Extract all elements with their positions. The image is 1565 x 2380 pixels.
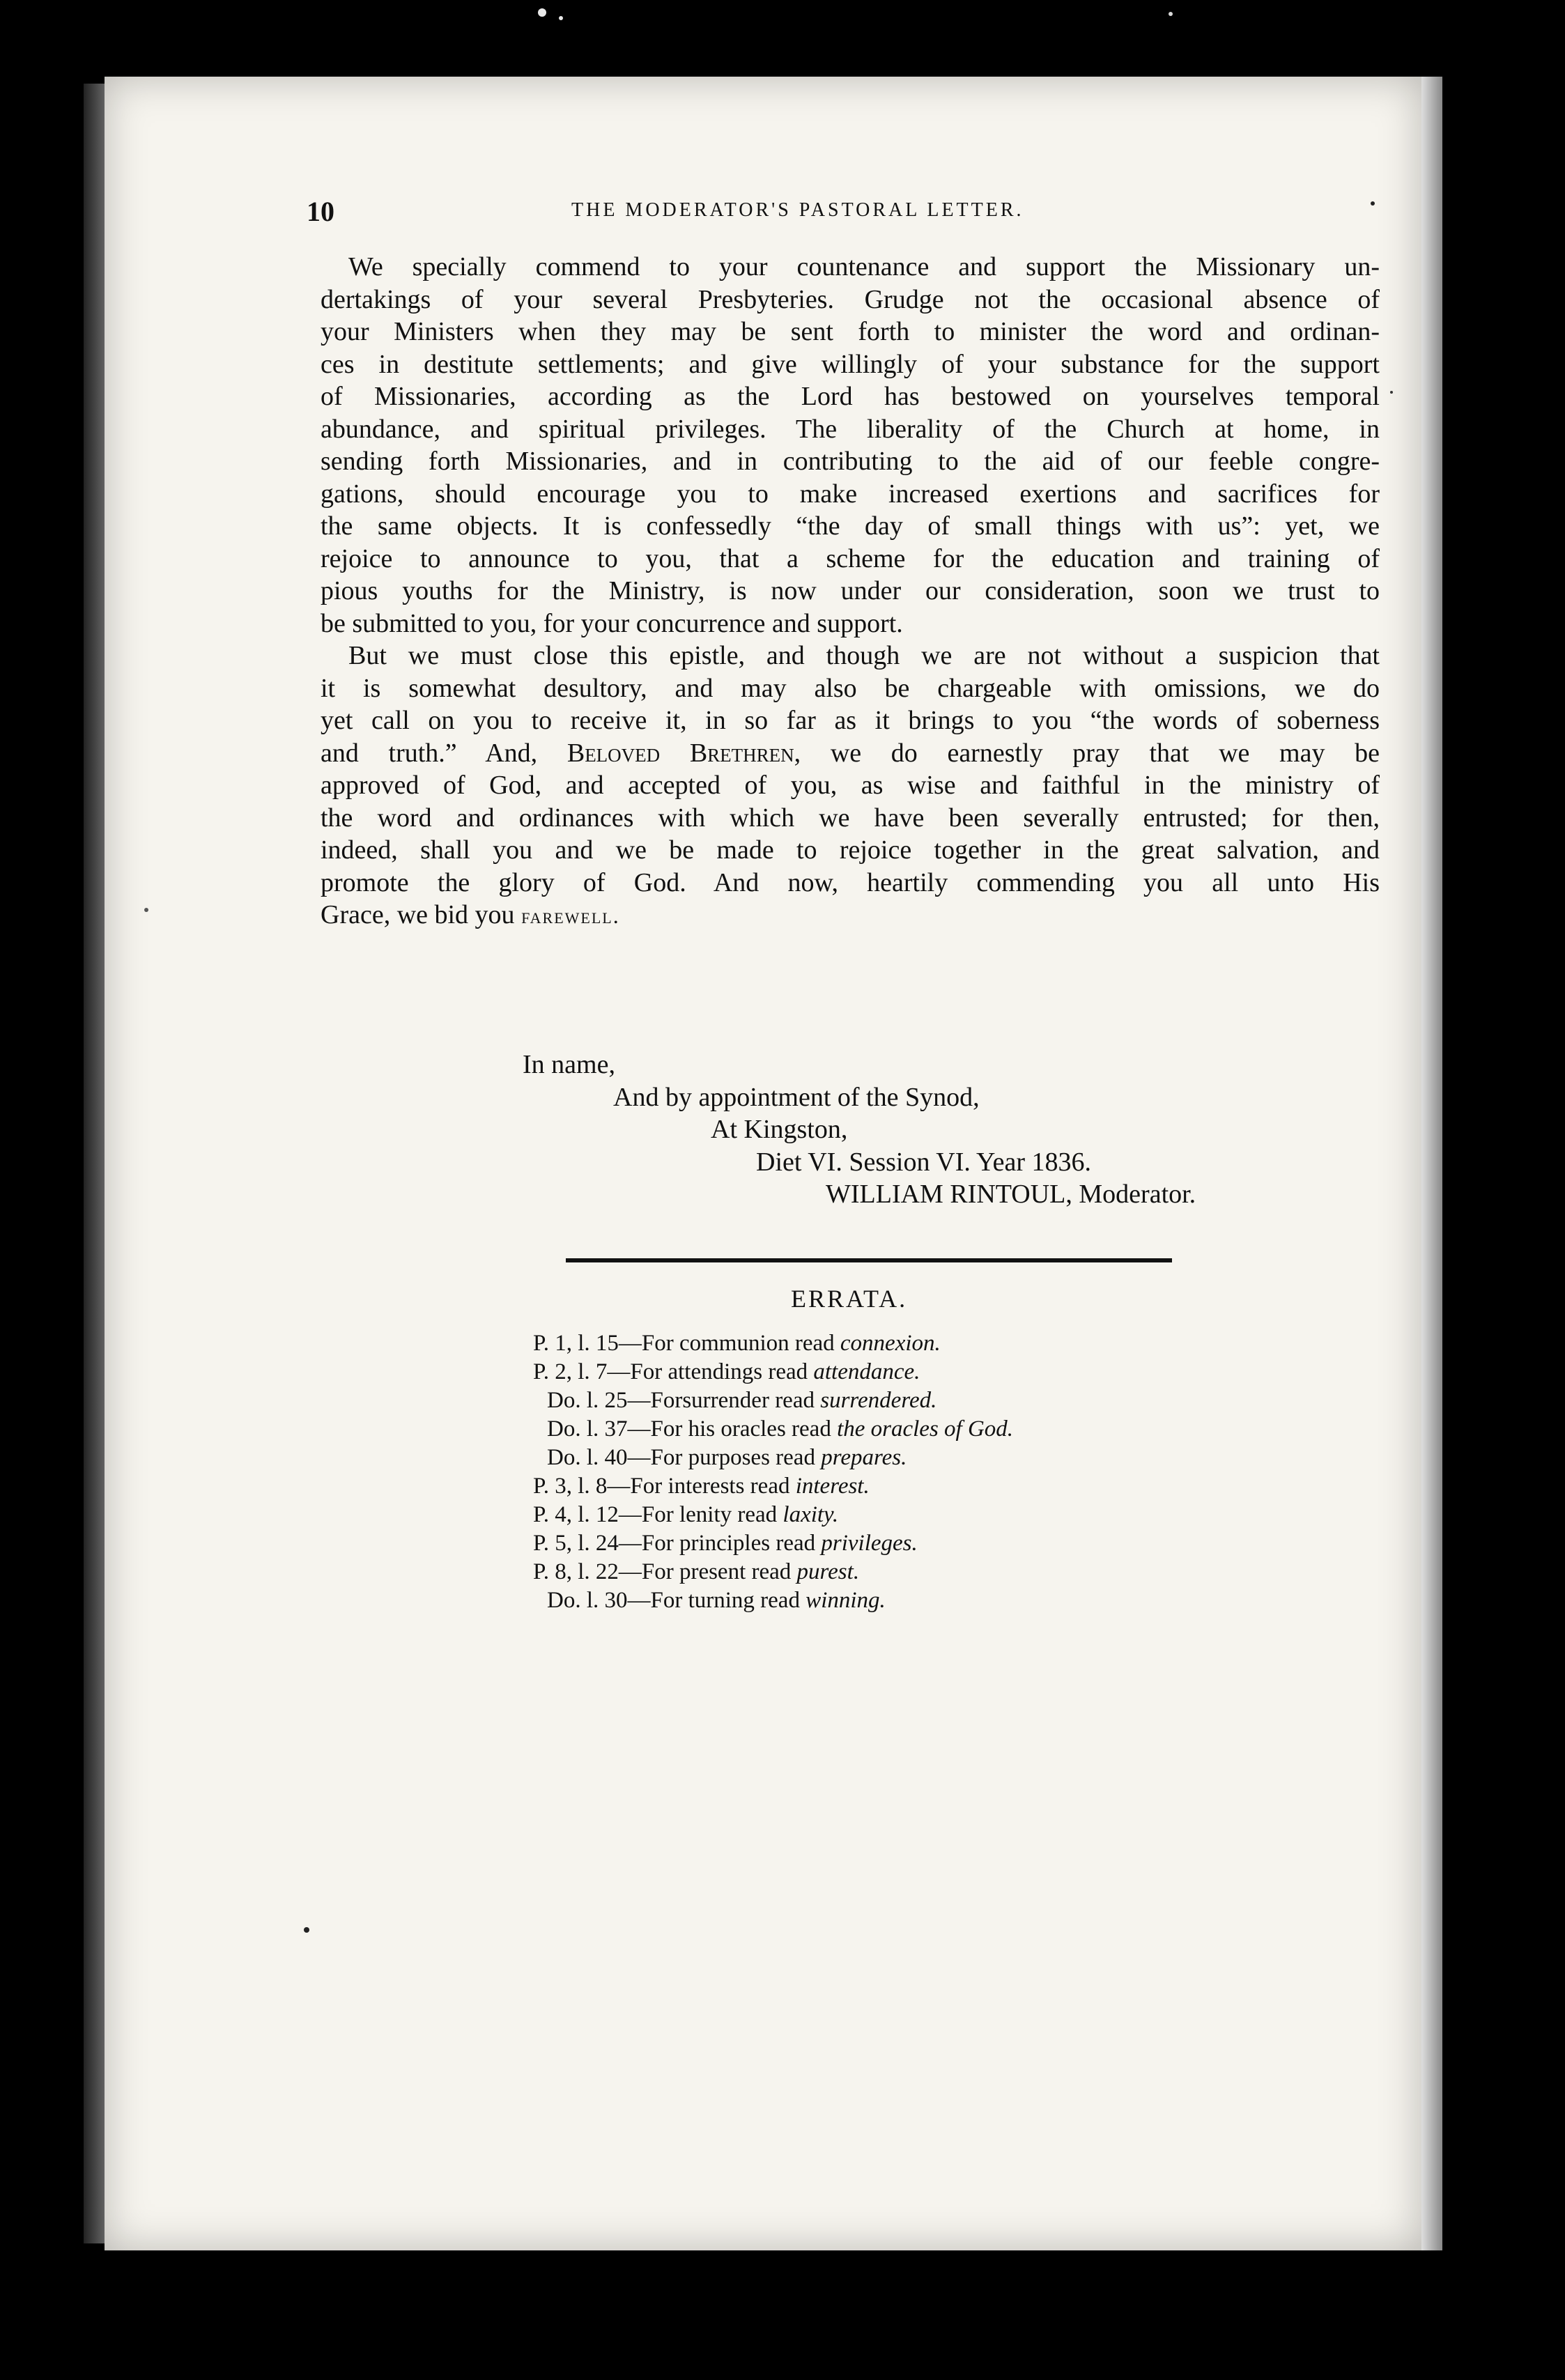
signature-block: [321, 1049, 1380, 1211]
errata-item: [533, 1386, 1013, 1415]
letter-body: [321, 251, 1380, 932]
body-line: [321, 899, 1380, 932]
errata-item: [533, 1358, 1013, 1386]
errata-ref: P. 5, l. 24—For principles read: [533, 1531, 816, 1556]
errata-ref: P. 4, l. 12—For lenity read: [533, 1502, 778, 1527]
body-line: approved of God, and accepted of you, as wise and faithful in the ministry of: [321, 771, 1380, 800]
page-number: 10: [307, 196, 334, 227]
signature-in-name: In name,: [523, 1050, 615, 1079]
errata-correction: prepares.: [821, 1445, 907, 1470]
section-rule: [566, 1258, 1172, 1262]
body-line: yet call on you to receive it, in so far as it brings to you “the words of soberness: [321, 706, 1380, 735]
errata-item: [533, 1586, 1013, 1615]
body-line: indeed, shall you and we be made to rejoice together in the great salvation, and: [321, 835, 1380, 865]
farewell-smallcaps: farewell.: [521, 903, 620, 928]
errata-ref: P. 1, l. 15—For communion read: [533, 1331, 835, 1356]
body-line: your Ministers when they may be sent forth to minister the word and ordinan-: [321, 317, 1380, 346]
body-line: promote the glory of God. And now, heartily commending you all unto His: [321, 867, 1380, 897]
page-header: [307, 195, 1394, 237]
body-line: the word and ordinances with which we have been severally entrusted; for then,: [321, 803, 1380, 833]
body-line: be submitted to you, for your concurrence and support.: [321, 608, 903, 638]
salutation-smallcaps: Beloved Brethren: [566, 738, 794, 768]
body-line: rejoice to announce to you, that a scheme for the education and training of: [321, 543, 1380, 573]
errata-correction: surrendered.: [820, 1388, 937, 1413]
signature-session: Diet VI. Session VI. Year 1836.: [756, 1147, 1091, 1177]
body-line: [321, 737, 1380, 770]
errata-ref: P. 2, l. 7—For attendings read: [533, 1359, 808, 1384]
body-line: dertakings of your several Presbyteries. Grudge not the occasional absence of: [321, 284, 1380, 314]
errata-correction: privileges.: [821, 1531, 918, 1556]
body-line: pious youths for the Ministry, is now under our consideration, soon we trust to: [321, 576, 1380, 605]
errata-ref: Do. l. 30—For turning read: [547, 1588, 800, 1613]
errata-item: [533, 1329, 1013, 1358]
errata-ref: Do. l. 40—For purposes read: [547, 1445, 815, 1470]
errata-item: [533, 1558, 1013, 1586]
errata-ref: Do. l. 37—For his oracles read: [547, 1416, 831, 1442]
errata-ref: P. 3, l. 8—For interests read: [533, 1474, 790, 1499]
errata-list: [533, 1329, 1013, 1615]
body-line: gations, should encourage you to make increased exertions and sacrifices for: [321, 479, 1380, 509]
errata-item: [533, 1444, 1013, 1472]
errata-item: [533, 1501, 1013, 1529]
body-text-span: , we do earnestly pray that we may be: [794, 738, 1380, 768]
body-line: abundance, and spiritual privileges. The liberality of the Church at home, in: [321, 414, 1380, 444]
page-edge-shadow: [1421, 77, 1442, 2250]
body-line: We specially commend to your countenance and support the Missionary un-: [348, 252, 1380, 281]
errata-correction: winning.: [805, 1588, 886, 1613]
running-title: THE MODERATOR'S PASTORAL LETTER.: [571, 199, 1024, 221]
errata-correction: attendance.: [813, 1359, 920, 1384]
errata-item: [533, 1472, 1013, 1501]
errata-item: [533, 1529, 1013, 1558]
body-text-span: and truth.” And,: [321, 738, 538, 768]
signature-place: At Kingston,: [711, 1115, 848, 1144]
errata-ref: P. 8, l. 22—For present read: [533, 1559, 792, 1584]
body-line: ces in destitute settlements; and give willingly of your substance for the support: [321, 349, 1380, 379]
signature-signer: WILLIAM RINTOUL, Moderator.: [826, 1180, 1196, 1209]
errata-correction: connexion.: [840, 1331, 941, 1356]
body-line: sending forth Missionaries, and in contributing to the aid of our feeble congre-: [321, 447, 1380, 476]
errata-ref: Do. l. 25—Forsurrender read: [547, 1388, 815, 1413]
body-line: the same objects. It is confessedly “the day of small things with us”: yet, we: [321, 511, 1380, 541]
body-text-span: Grace, we bid you: [321, 900, 515, 929]
errata-title: ERRATA.: [791, 1285, 908, 1313]
errata-correction: purest.: [796, 1559, 860, 1584]
body-line: of Missionaries, according as the Lord has bestowed on yourselves temporal: [321, 382, 1380, 411]
body-line: it is somewhat desultory, and may also be chargeable with omissions, we do: [321, 673, 1380, 703]
body-line: But we must close this epistle, and though we are not without a suspicion that: [348, 641, 1380, 670]
errata-correction: laxity.: [782, 1502, 839, 1527]
errata-correction: interest.: [795, 1474, 870, 1499]
signature-appointment: And by appointment of the Synod,: [613, 1082, 980, 1112]
errata-correction: the oracles of God.: [837, 1416, 1014, 1442]
errata-item: [533, 1415, 1013, 1444]
